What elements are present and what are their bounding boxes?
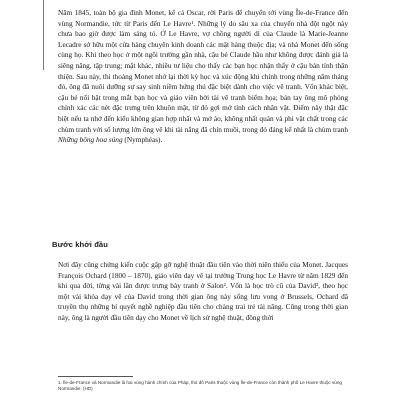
margin-rule xyxy=(43,0,44,70)
paragraph-intro-text: Năm 1845, toàn bộ gia đình Monet, kể cả Oscar, rời Paris để chuyển tới vùng Île-de-France đến vùng Normandie, tức từ Paris đến Le Havre¹. Những lý do sâu xa của chuyến nhà đột ngột này chưa bao giờ được làm sáng tỏ. Ở Le Havre, vợ chồng người dì của Claude là Marie-Jeanne Lecadre sở hữu một cửa hàng chuyên kinh doanh các mặt hàng thuộc địa; và nhà Monet đến sống cùng họ. Khi theo học ở một ngôi trường gần nhà, cậu bé Claude hầu như không được đánh giá là siêng năng, tập trung; mặt khác, nhiều tư liệu cho thấy các bạn học nhận thấy ở cậu bản tính thân thiện. Sau này, thi thoảng Monet nhớ lại thời kỳ học và xúc động khi chính trong những năm tháng đó, ông đã nuôi dưỡng sự say sinh niềm hứng thú đặc biệt dành cho việc vẽ tranh. Vốn khác biệt, cậu bé nổi bật trong mắt bạn học và giáo viên bởi tài vẽ tranh biếm họa; bản tay ông mô phỏng chính xác các nét đặc trưng trên khuôn mặt, từ đó gợi mở tính cách nhân vật. Điểm này thật đặc biệt nếu ta nhớ đến kiểu không gian hợp nhất và mở ảo, không nhất quán và phi vật chất trong các chùm tranh với số lượng lớn ông vẽ khi tài năng đã chín muồi, trong đó đáng kể nhất là chùm tranh xyxy=(58,8,348,134)
paragraph-intro xyxy=(58,8,348,146)
painting-title: Những bông hoa súng xyxy=(58,135,123,145)
footnote-divider xyxy=(58,376,133,377)
paragraph-intro-end: (Nymphéas). xyxy=(122,135,163,145)
section-heading: Bước khởi đầu xyxy=(52,240,108,249)
paragraph-beginning: Nơi đây cũng chứng kiến cuộc gặp gỡ nghệ thuật đầu tiên vào thời niên thiếu của Monet. Jacques François Ochard (1800 – 1870), giáo viên dạy vẽ tại trường Trung học Le Havre từ năm 1829 đến khi qua đời, từng vài lần được trưng bày tranh ở Salon². Vốn là học trò cũ của David³, theo học một vài khóa dạy vẽ của David trong thời gian ông này sống lưu vong ở Brussels, Ochard đã truyền thụ những bí quyết nghề nghiệp đầu tiên cho chàng trai trẻ tài năng. Cũng trong thời gian này, ông là người đầu tiên dạy cho Monet về lịch sử nghệ thuật, đồng thời xyxy=(58,260,348,322)
footnote: 1. Île-de-France và Normandie là hai vùng hành chính của Pháp, thủ đô Paris thuộc vùng Île-de-France còn thành phố Le Havre thuộc vùng Normandie. (HD) xyxy=(58,380,342,392)
